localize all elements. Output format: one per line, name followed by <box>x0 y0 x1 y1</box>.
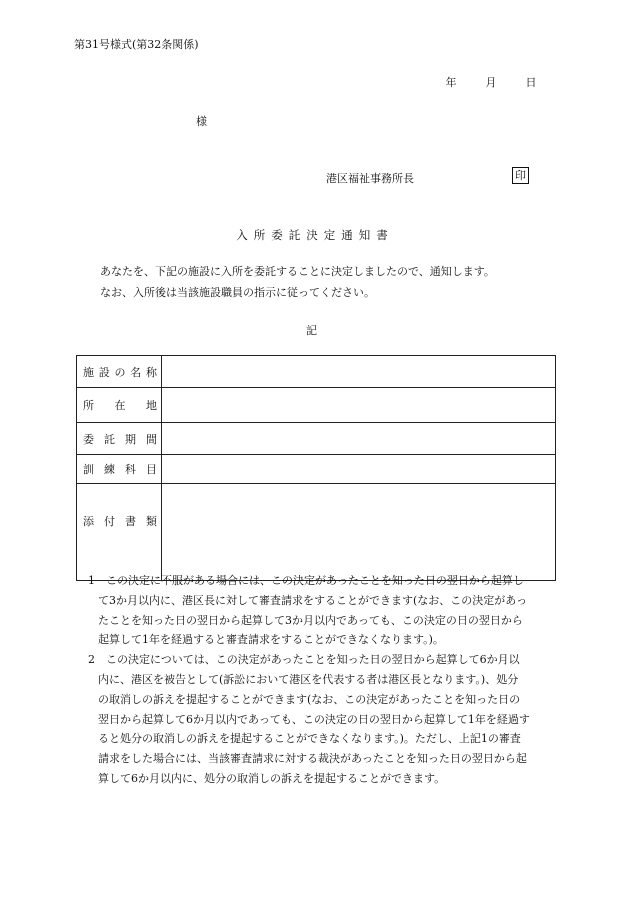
note-item <box>88 650 558 789</box>
note-line: 起算して1年を経過すると審査請求をすることができなくなります。)。 <box>98 633 444 647</box>
note-line: 算して6か月以内に、処分の取消しの訴えを提起することができます。 <box>98 771 446 785</box>
note-number: 1 <box>88 574 95 587</box>
location-label: 所在地 <box>77 388 162 423</box>
ki-heading: 記 <box>306 324 317 337</box>
note-number: 2 <box>88 653 95 667</box>
notes-section <box>88 571 558 789</box>
body-text-line: なお、入所後は当該施設職員の指示に従ってください。 <box>100 286 375 299</box>
note-line: 請求をした場合には、当該審査請求に対する裁決があったことを知った日の翌日から起 <box>98 752 527 766</box>
details-table <box>76 355 556 581</box>
document-title: 入所委託決定通知書 <box>236 228 394 242</box>
note-line: 翌日から起算して6か月以内であっても、この決定の日の翌日から起算して1年を経過す <box>98 712 530 726</box>
table-row <box>77 455 556 484</box>
training-subject-label: 訓練科目 <box>77 455 162 484</box>
facility-name-label: 施設の名称 <box>77 356 162 388</box>
issuer-name: 港区福祉事務所長 <box>326 172 414 185</box>
addressee-suffix: 様 <box>196 115 207 128</box>
day-label: 日 <box>525 76 537 89</box>
table-row <box>77 423 556 455</box>
note-line: この決定については、この決定があったことを知った日の翌日から起算して6か月以 <box>106 653 520 667</box>
date-line <box>442 74 537 90</box>
facility-name-value <box>162 356 556 388</box>
commission-period-value <box>162 423 556 455</box>
commission-period-label: 委託期間 <box>77 423 162 455</box>
note-line: たことを知った日の翌日から起算して3か月以内であっても、この決定の日の翌日から <box>98 613 523 627</box>
note-line: て3か月以内に、港区長に対して審査請求をすることができます(なお、この決定があっ <box>98 593 528 607</box>
attachments-label: 添付書類 <box>77 484 162 581</box>
month-label: 月 <box>485 76 497 89</box>
seal-mark: 印 <box>512 167 529 184</box>
note-item <box>88 571 558 650</box>
year-label: 年 <box>445 76 457 89</box>
table-row <box>77 484 556 581</box>
note-line: 内に、港区を被告として(訴訟において港区を代表する者は港区長となります。)、処分 <box>98 672 519 686</box>
note-line: ると処分の取消しの訴えを提起することができなくなります。)。ただし、上記1の審査 <box>98 732 521 746</box>
table-row <box>77 388 556 423</box>
form-number: 第31号様式(第32条関係) <box>74 38 199 51</box>
location-value <box>162 388 556 423</box>
table-row <box>77 356 556 388</box>
note-line: の取消しの訴えを提起することができます(なお、この決定があったことを知った日の <box>98 692 521 706</box>
note-line: この決定に不服がある場合には、この決定があったことを知った日の翌日から起算し <box>106 574 524 587</box>
training-subject-value <box>162 455 556 484</box>
attachments-value <box>162 484 556 581</box>
body-text-line: あなたを、下記の施設に入所を委託することに決定しましたので、通知します。 <box>100 265 495 278</box>
